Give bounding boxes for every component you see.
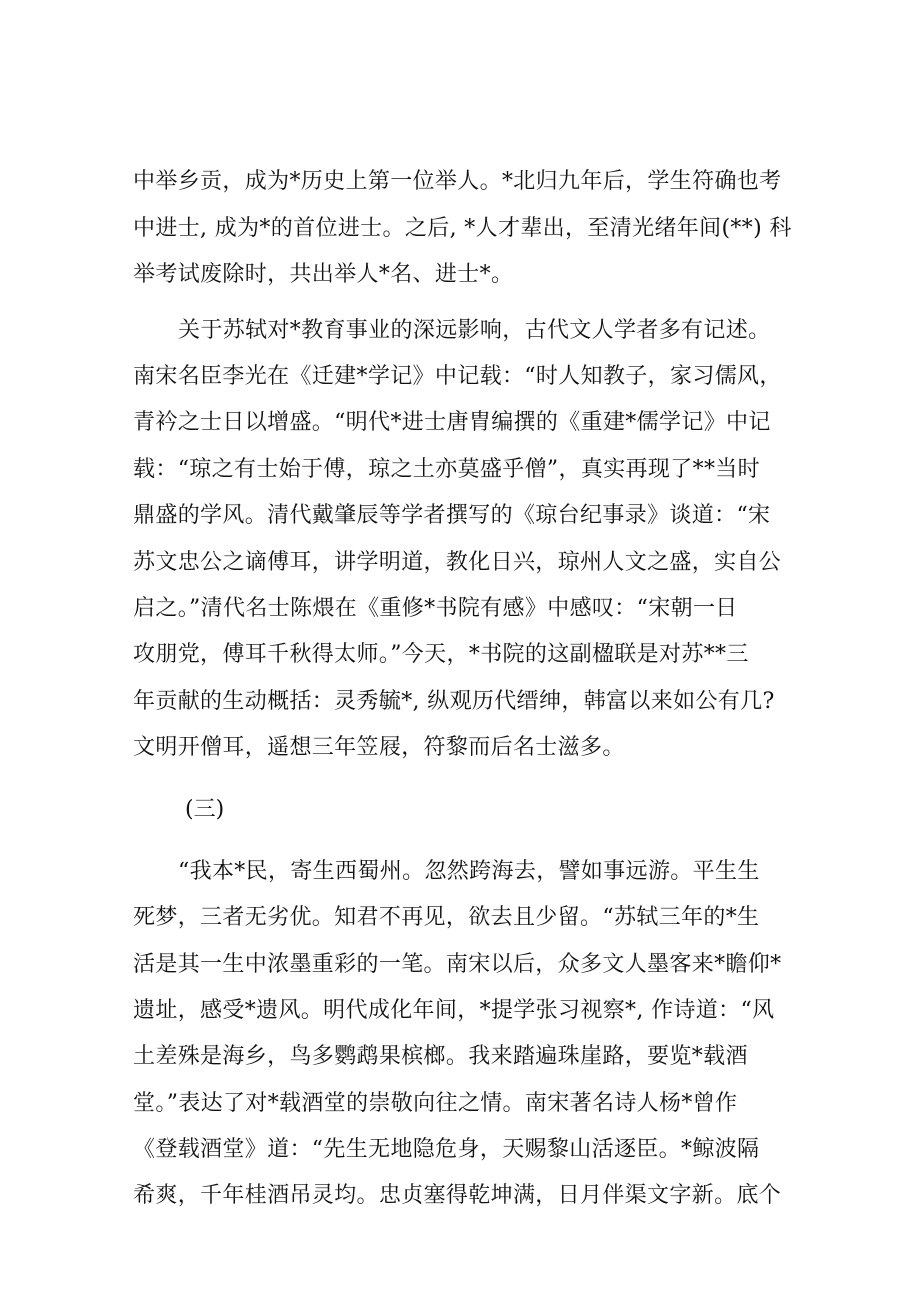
paragraph-1-line-1: 中举乡贡，成为*历史上第一位举人。*北归九年后，学生符确也考	[133, 169, 782, 194]
paragraph-2-line-6: 苏文忠公之谪傅耳，讲学明道，教化日兴，琼州人文之盛，实自公	[133, 550, 782, 575]
paragraph-3-line-7: 《登载酒堂》道：“先生无地隐危身，天赐黎山活逐臣。*鲸波隔	[133, 1137, 760, 1162]
paragraph-1-line-2: 中进士, 成为*的首位进士。之后, *人才辈出，至清光绪年间(**) 科	[133, 216, 792, 241]
paragraph-2-line-9: 年贡献的生动概括：灵秀毓*, 纵观历代缙绅，韩富以来如公有几?	[133, 689, 775, 714]
paragraph-3-line-6: 堂。”表达了对*载酒堂的崇敬向往之情。南宋著名诗人杨*曾作	[133, 1091, 738, 1116]
section-heading: (三)	[185, 797, 225, 822]
paragraph-2-line-2: 南宋名臣李光在《迁建*学记》中记载：“时人知教子，家习儒风，	[133, 364, 782, 389]
paragraph-2-line-5: 鼎盛的学风。清代戴肇辰等学者撰写的《琼台纪事录》谈道：“宋	[133, 503, 771, 528]
paragraph-2-line-7: 启之。”清代名士陈煨在《重修*书院有感》中感叹：“宋朝一日	[133, 596, 738, 621]
paragraph-2-line-8: 攻朋党，傅耳千秋得太师。”今天，*书院的这副楹联是对苏**三	[133, 642, 749, 667]
paragraph-3-line-3: 活是其一生中浓墨重彩的一笔。南宋以后，众多文人墨客来*瞻仰*	[133, 952, 782, 977]
paragraph-2-line-1: 关于苏轼对*教育事业的深远影响，古代文人学者多有记述。	[178, 318, 771, 343]
paragraph-3-line-8: 希爽，千年桂酒吊灵均。忠贞塞得乾坤满，日月伴渠文字新。底个	[133, 1183, 782, 1208]
paragraph-3-line-5: 土差殊是海乡，鸟多鹦鹉果槟榔。我来踏遍珠崖路，要览*载酒	[133, 1044, 748, 1069]
paragraph-2-line-3: 青衿之士日以增盛。“明代*进士唐胄编撰的《重建*儒学记》中记	[133, 410, 771, 435]
paragraph-3-line-1: “我本*民，寄生西蜀州。忽然跨海去，譬如事远游。平生生	[178, 859, 760, 884]
paragraph-3-line-2: 死梦，三者无劣优。知君不再见，欲去且少留。“苏轼三年的*生	[133, 905, 760, 930]
paragraph-2-line-10: 文明开僧耳，遥想三年笠屐，符黎而后名士滋多。	[133, 735, 625, 760]
paragraph-3-line-4: 遗址，感受*遗风。明代成化年间，*提学张习视察*, 作诗道：“风	[133, 998, 775, 1023]
paragraph-2-line-4: 载：“琼之有士始于傅，琼之土亦莫盛乎僧”，真实再现了**当时	[133, 457, 760, 482]
paragraph-1-line-3: 举考试废除时，共出举人*名、进士*。	[133, 262, 514, 287]
